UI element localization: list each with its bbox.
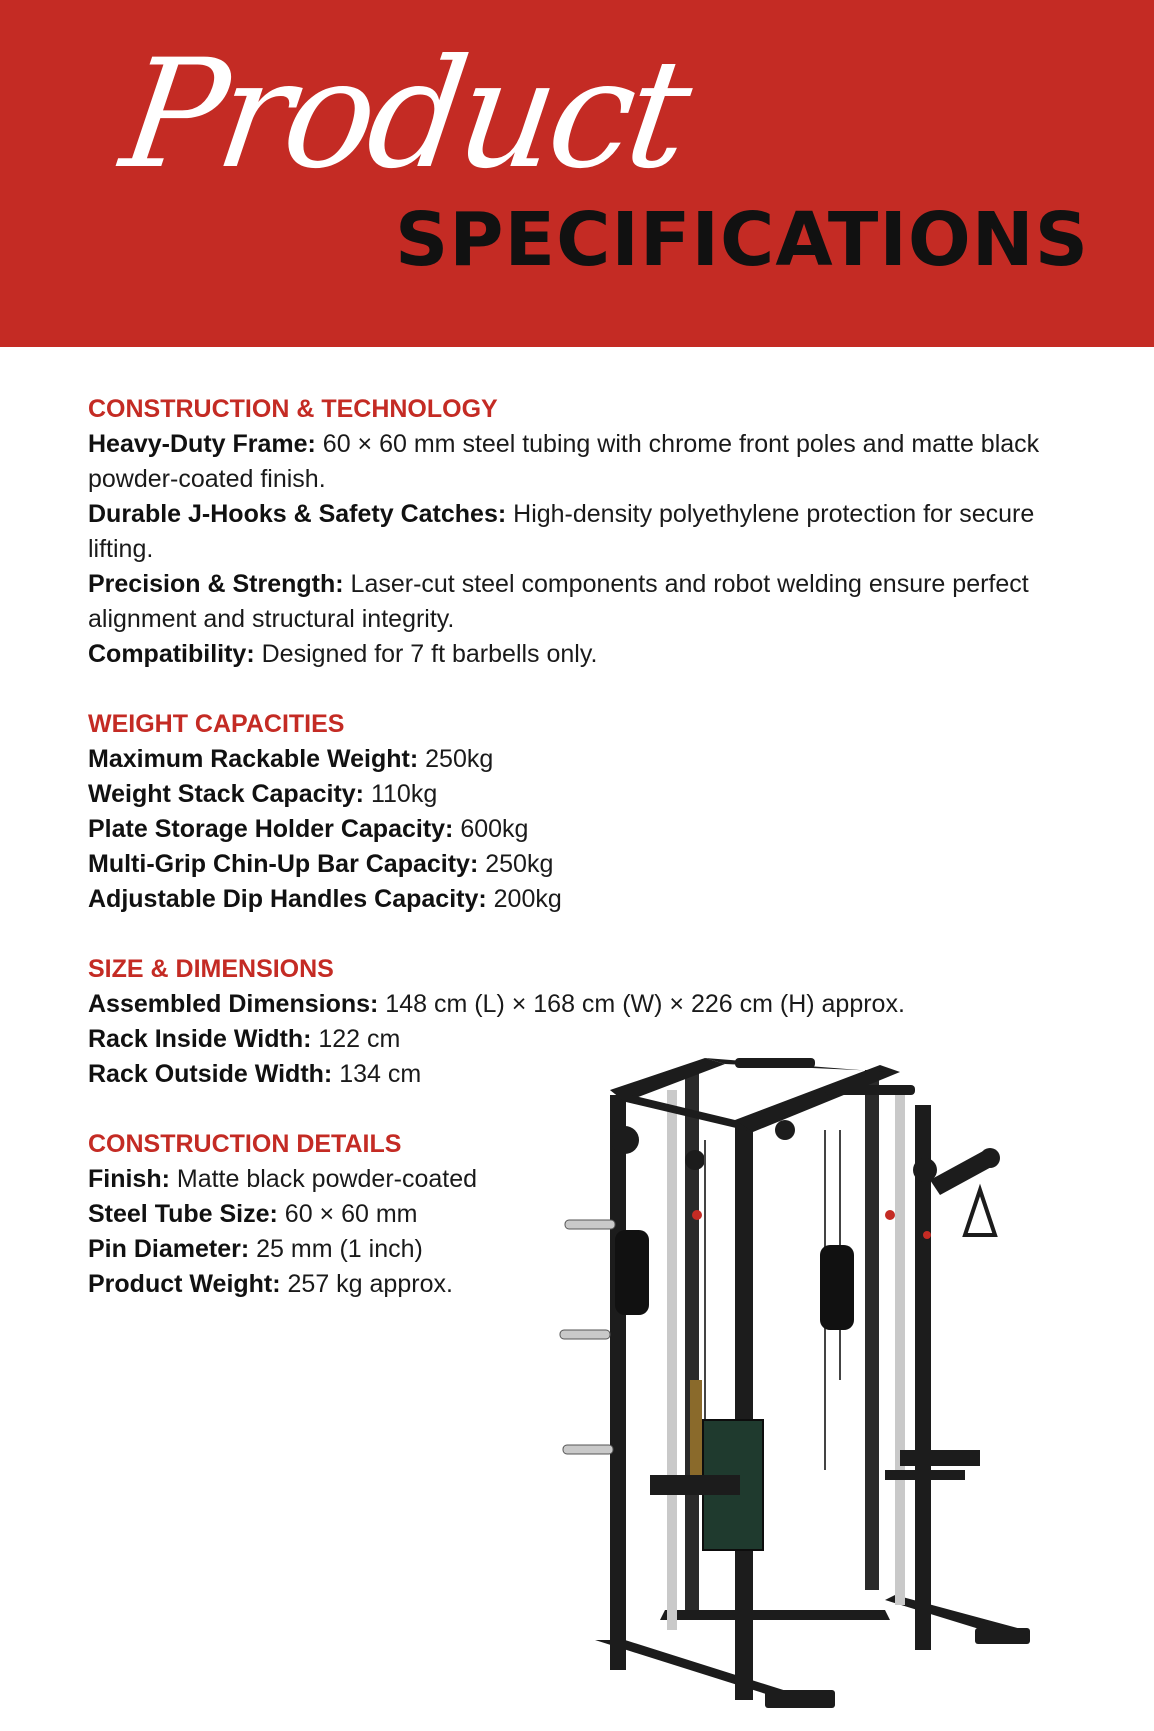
spec-label: Maximum Rackable Weight:: [88, 745, 419, 773]
section-construction-technology: [88, 392, 1088, 672]
spec-label: Product Weight:: [88, 1270, 281, 1298]
spec-value: 60 × 60 mm steel tubing with chrome front poles and matte black powder-coated finish.: [88, 430, 1040, 493]
spec-value: 257 kg approx.: [280, 1270, 453, 1298]
spec-label: Rack Inside Width:: [88, 1025, 312, 1053]
section-heading: SIZE & DIMENSIONS: [88, 955, 334, 983]
spec-label: Assembled Dimensions:: [88, 990, 379, 1018]
spec-value: Laser-cut steel components and robot welding ensure perfect alignment and structural integrity.: [88, 570, 1029, 633]
spec-value: 250kg: [418, 745, 494, 773]
spec-value: 122 cm: [311, 1025, 401, 1053]
spec-label: Steel Tube Size:: [88, 1200, 278, 1228]
header-banner: [0, 0, 1154, 347]
spec-label: Pin Diameter:: [88, 1235, 250, 1263]
rack-pads: [615, 1230, 854, 1330]
spec-value: 110kg: [364, 780, 438, 808]
spec-line: [88, 882, 1088, 917]
spec-line: [88, 497, 1088, 567]
spec-value: 25 mm (1 inch): [249, 1235, 423, 1263]
block-title: SPECIFICATIONS: [395, 197, 1089, 283]
spec-line: [88, 427, 1088, 497]
spec-line: [88, 812, 1088, 847]
section-heading: CONSTRUCTION & TECHNOLOGY: [88, 395, 498, 423]
spec-line: [88, 777, 1088, 812]
power-rack-illustration: [555, 1050, 1055, 1715]
spec-value: 200kg: [486, 885, 562, 913]
spec-label: Adjustable Dip Handles Capacity:: [88, 885, 487, 913]
plate-horns: [560, 1220, 615, 1454]
rack-base: [595, 1595, 1030, 1708]
spec-label: Rack Outside Width:: [88, 1060, 333, 1088]
spec-line: [88, 637, 1088, 672]
spec-label: Precision & Strength:: [88, 570, 344, 598]
spec-value: Designed for 7 ft barbells only.: [254, 640, 598, 668]
spec-label: Weight Stack Capacity:: [88, 780, 365, 808]
spec-line: [88, 742, 1088, 777]
spec-line: [88, 987, 1088, 1022]
spec-value: 600kg: [453, 815, 529, 843]
spec-label: Heavy-Duty Frame:: [88, 430, 316, 458]
spec-value: 250kg: [478, 850, 554, 878]
section-weight-capacities: [88, 707, 1088, 917]
spec-value: 134 cm: [332, 1060, 422, 1088]
cable-handle: [965, 1190, 995, 1235]
spec-label: Finish:: [88, 1165, 170, 1193]
spec-value: 60 × 60 mm: [277, 1200, 418, 1228]
spec-line: [88, 567, 1088, 637]
spec-label: Multi-Grip Chin-Up Bar Capacity:: [88, 850, 479, 878]
spec-value: 148 cm (L) × 168 cm (W) × 226 cm (H) approx.: [378, 990, 905, 1018]
section-heading: WEIGHT CAPACITIES: [88, 710, 345, 738]
spec-label: Plate Storage Holder Capacity:: [88, 815, 454, 843]
section-heading: CONSTRUCTION DETAILS: [88, 1130, 402, 1158]
spec-value: High-density polyethylene protection for secure lifting.: [88, 500, 1035, 563]
spec-label: Compatibility:: [88, 640, 255, 668]
script-title: Product: [112, 28, 696, 202]
spec-value: Matte black powder-coated: [169, 1165, 478, 1193]
spec-label: Durable J-Hooks & Safety Catches:: [88, 500, 507, 528]
rack-front-uprights: [610, 1090, 931, 1700]
spec-line: [88, 847, 1088, 882]
